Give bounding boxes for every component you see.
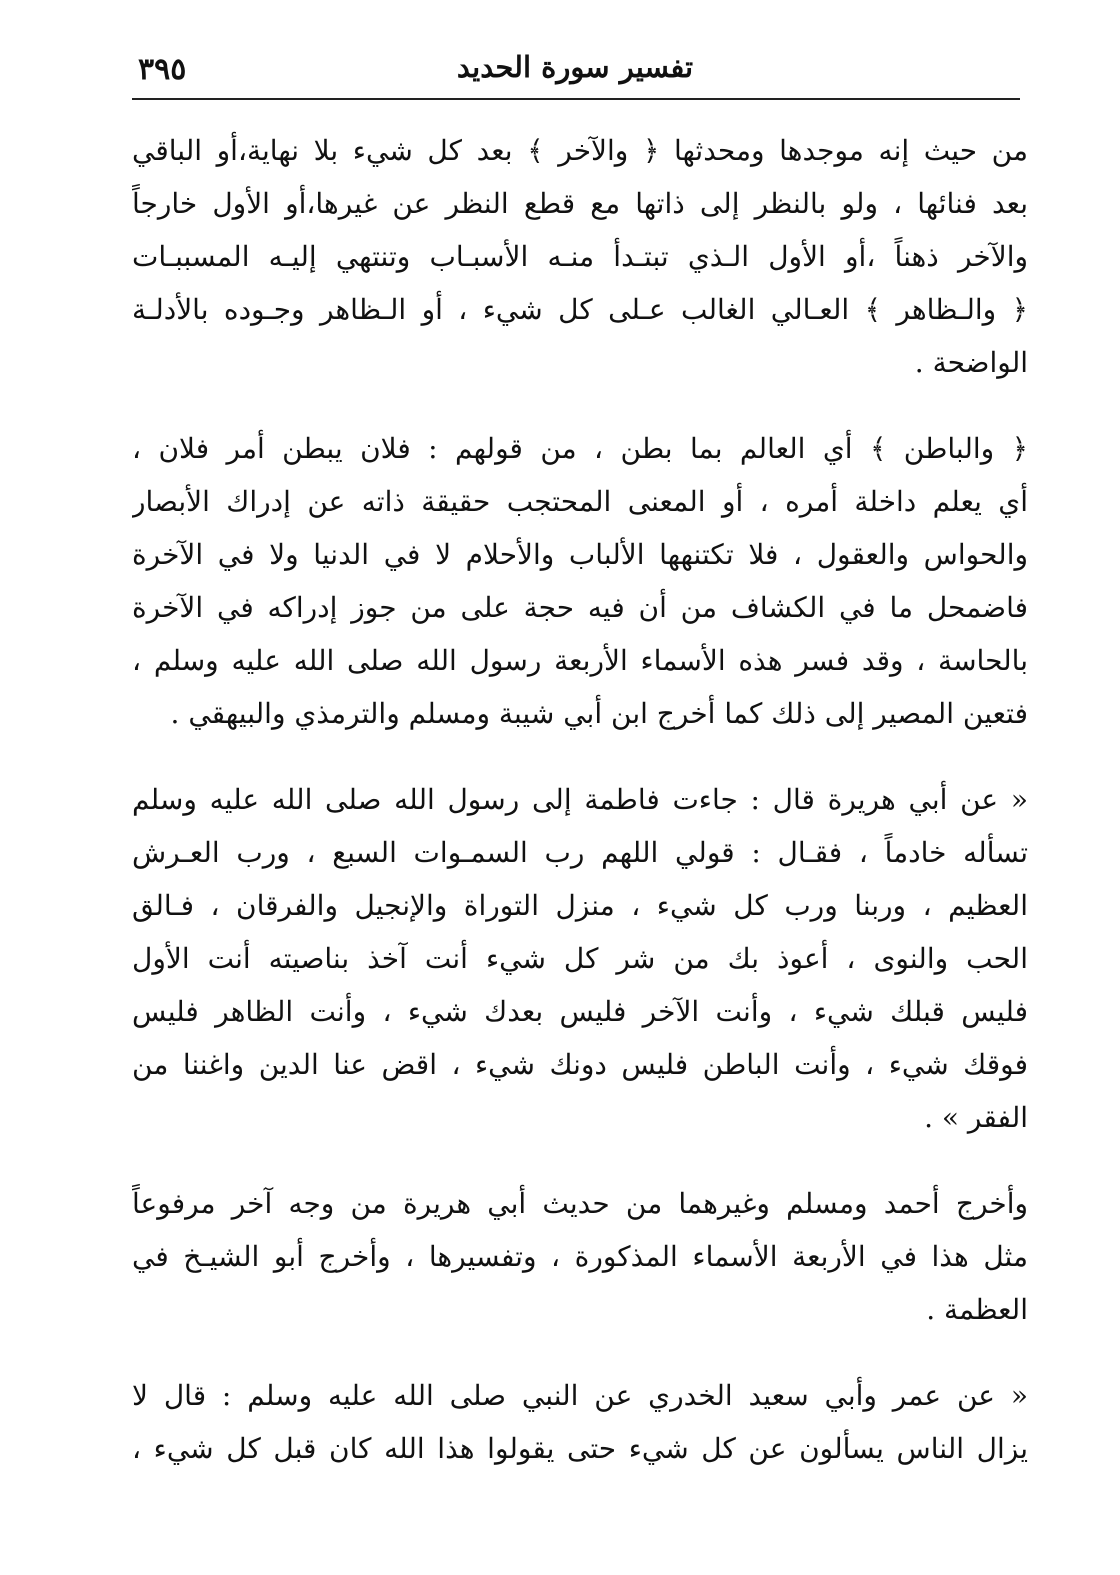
text-line: من حيث إنه موجدها ومحدثها ﴿ والآخر ﴾ بعد كل شيء بلا نهاية،أو الباقي <box>132 134 1028 167</box>
text-line: « عن عمر وأبي سعيد الخدري عن النبي صلى الله عليه وسلم : قال لا <box>132 1379 1028 1412</box>
paragraph-gap <box>132 740 1028 773</box>
text-line: الواضحة . <box>914 346 1028 379</box>
text-line: الفقر » . <box>924 1101 1028 1134</box>
text-line: العظمة . <box>926 1293 1028 1326</box>
paragraph-3 <box>132 773 1028 1144</box>
text-line: والحواس والعقول ، فلا تكتنهها الألباب والأحلام لا في الدنيا ولا في الآخرة <box>132 538 1028 571</box>
paragraph-gap <box>132 1144 1028 1177</box>
text-line: مثل هذا في الأربعة الأسماء المذكورة ، وتفسيرها ، وأخرج أبو الشيـخ في <box>132 1240 1028 1273</box>
page-body <box>132 124 1028 1564</box>
text-line: « عن أبي هريرة قال : جاءت فاطمة إلى رسول الله صلى الله عليه وسلم <box>132 783 1028 816</box>
paragraph-gap <box>132 1336 1028 1369</box>
text-line: فتعين المصير إلى ذلك كما أخرج ابن أبي شيبة ومسلم والترمذي والبيهقي . <box>170 697 1028 730</box>
text-line: الحب والنوى ، أعوذ بك من شر كل شيء أنت آخذ بناصيته أنت الأول <box>132 942 1028 975</box>
running-title: تفسير سورة الحديد <box>456 50 694 84</box>
paragraph-4 <box>132 1177 1028 1336</box>
text-line: ﴿ والـظاهر ﴾ العـالي الغالب عـلى كل شيء ، أو الـظاهر وجـوده بالأدلـة <box>132 293 1028 326</box>
page-header <box>132 48 1018 98</box>
paragraph-5 <box>132 1369 1028 1475</box>
text-line: أي يعلم داخلة أمره ، أو المعنى المحتجب حقيقة ذاته عن إدراك الأبصار <box>132 485 1028 518</box>
text-line: فليس قبلك شيء ، وأنت الآخر فليس بعدك شيء ، وأنت الظاهر فليس <box>132 995 1028 1028</box>
text-line: العظيم ، وربنا ورب كل شيء ، منزل التوراة والإنجيل والفرقان ، فـالق <box>132 889 1028 922</box>
text-line: والآخر ذهناً ،أو الأول الـذي تبتـدأ منـه الأسبـاب وتنتهي إليـه المسببـات <box>132 240 1028 273</box>
text-line: بعد فنائها ، ولو بالنظر إلى ذاتها مع قطع النظر عن غيرها،أو الأول خارجاً <box>132 187 1028 220</box>
text-line: يزال الناس يسألون عن كل شيء حتى يقولوا هذا الله كان قبل كل شيء ، <box>132 1432 1028 1465</box>
text-line: ﴿ والباطن ﴾ أي العالم بما بطن ، من قولهم : فلان يبطن أمر فلان ، <box>132 432 1028 465</box>
text-line: فوقك شيء ، وأنت الباطن فليس دونك شيء ، اقض عنا الدين واغننا من <box>132 1048 1028 1081</box>
text-line: فاضمحل ما في الكشاف من أن فيه حجة على من جوز إدراكه في الآخرة <box>132 591 1028 624</box>
text-line: بالحاسة ، وقد فسر هذه الأسماء الأربعة رسول الله صلى الله عليه وسلم ، <box>132 644 1028 677</box>
text-line: تسأله خادماً ، فقـال : قولي اللهم رب السمـوات السبع ، ورب العـرش <box>132 836 1028 869</box>
paragraph-2 <box>132 422 1028 740</box>
paragraph-1 <box>132 124 1028 389</box>
page-number: ٣٩٥ <box>138 52 187 87</box>
header-divider <box>132 98 1020 100</box>
paragraph-gap <box>132 389 1028 422</box>
text-line: وأخرج أحمد ومسلم وغيرهما من حديث أبي هريرة من وجه آخر مرفوعاً <box>132 1187 1028 1220</box>
